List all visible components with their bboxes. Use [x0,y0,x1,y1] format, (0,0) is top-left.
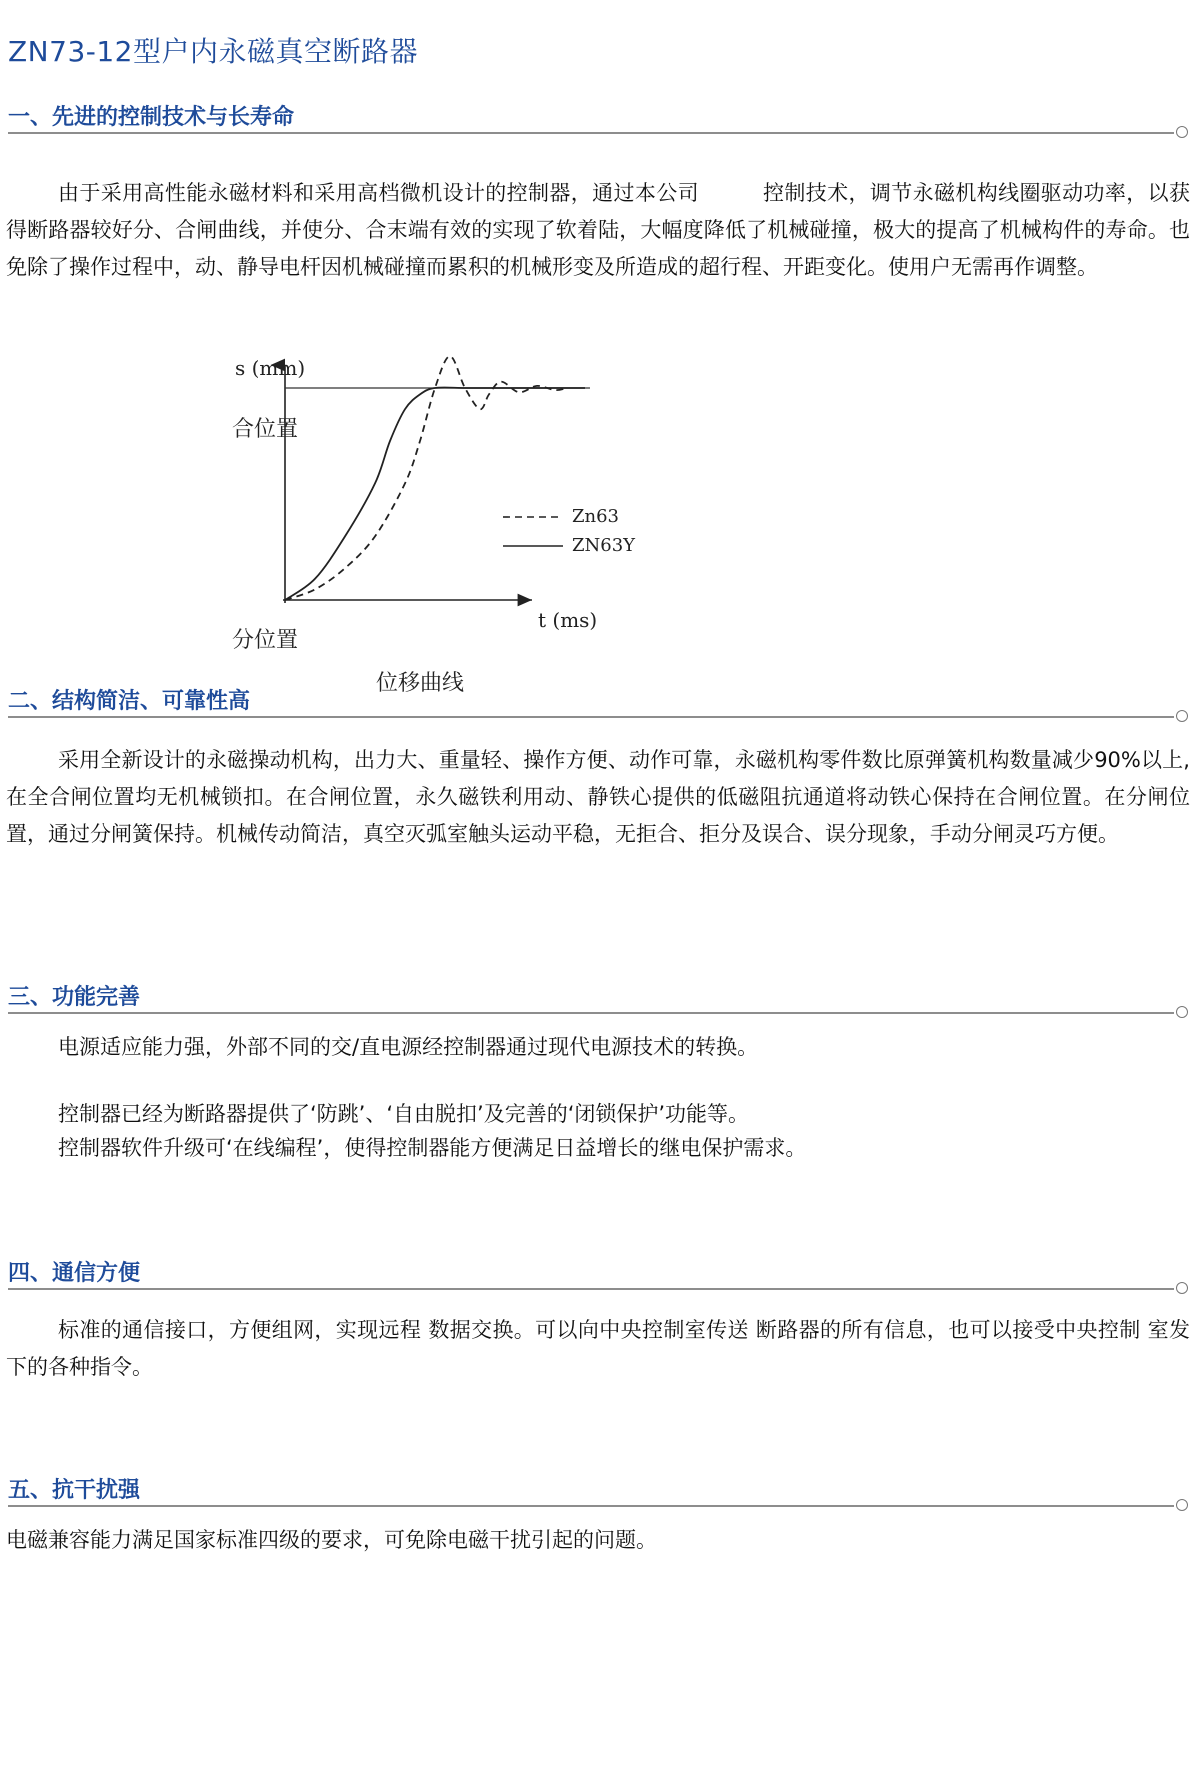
section-divider [8,1012,1174,1014]
section-divider [8,1288,1174,1290]
section-functions [0,974,1200,1020]
divider-end-circle-icon [1176,126,1188,138]
y-level-bottom-label: 分位置 [232,628,299,653]
legend-label-zn63: Zn63 [572,506,620,527]
x-axis-label: t (ms) [538,608,598,632]
page-title: ZN73-12型户内永磁真空断路器 [8,35,418,68]
divider-end-circle-icon [1176,1499,1188,1511]
series-line-zn63y [285,388,585,600]
section-divider [8,1505,1174,1507]
section-divider [8,132,1174,134]
section-divider [8,716,1174,718]
section-line: 控制器已经为断路器提供了‘防跳’、‘自由脱扣’及完善的‘闭锁保护’功能等。 [58,1102,750,1126]
chart-title: 位移曲线 [375,671,465,696]
section-title: 二、结构简洁、可靠性高 [8,689,251,714]
legend-label-zn63y: ZN63Y [572,535,636,556]
section-paragraph: 由于采用高性能永磁材料和采用高档微机设计的控制器，通过本公司 控制技术，调节永磁机构线圈驱动功率，以获得断路器较好分、合闸曲线，并使分、合末端有效的实现了软着陆，大幅度降低了机械碰撞，极大的提高了机械构件的寿命。也免除了操作过程中，动、静导电杆因机械碰撞而累积的机械形变及所造成的超行程、开距变化。使用户无需再作调整。 [6,181,1190,279]
section-communication [0,1250,1200,1296]
section-line: 控制器软件升级可‘在线编程’，使得控制器能方便满足日益增长的继电保护需求。 [58,1136,807,1160]
divider-end-circle-icon [1176,710,1188,722]
divider-end-circle-icon [1176,1282,1188,1294]
section-title: 三、功能完善 [8,985,141,1010]
section-title: 四、通信方便 [8,1261,141,1286]
y-axis-label: s (mm) [235,356,306,380]
section-line: 电磁兼容能力满足国家标准四级的要求，可免除电磁干扰引起的问题。 [6,1528,657,1552]
section-title: 五、抗干扰强 [8,1478,141,1503]
section-structure [0,678,1200,724]
section-line: 电源适应能力强，外部不同的交/直电源经控制器通过现代电源技术的转换。 [58,1035,759,1059]
section-paragraph: 采用全新设计的永磁操动机构，出力大、重量轻、操作方便、动作可靠，永磁机构零件数比原弹簧机构数量减少90%以上,在全合闸位置均无机械锁扣。在合闸位置，永久磁铁利用动、静铁心提供的低磁阻抗通道将动铁心保持在合闸位置。在分闸位置，通过分闸簧保持。机械传动简洁，真空灭弧室触头运动平稳，无拒合、拒分及误合、误分现象，手动分闸灵巧方便。 [6,748,1190,846]
y-level-top-label: 合位置 [232,417,299,442]
section-paragraph: 标准的通信接口，方便组网，实现远程 数据交换。可以向中央控制室传送 断路器的所有信息，也可以接受中央控制 室发下的各种指令。 [6,1318,1190,1379]
divider-end-circle-icon [1176,1006,1188,1018]
section-control-tech [0,94,1200,140]
section-title: 一、先进的控制技术与长寿命 [8,105,295,130]
section-anti-interference [0,1467,1200,1513]
